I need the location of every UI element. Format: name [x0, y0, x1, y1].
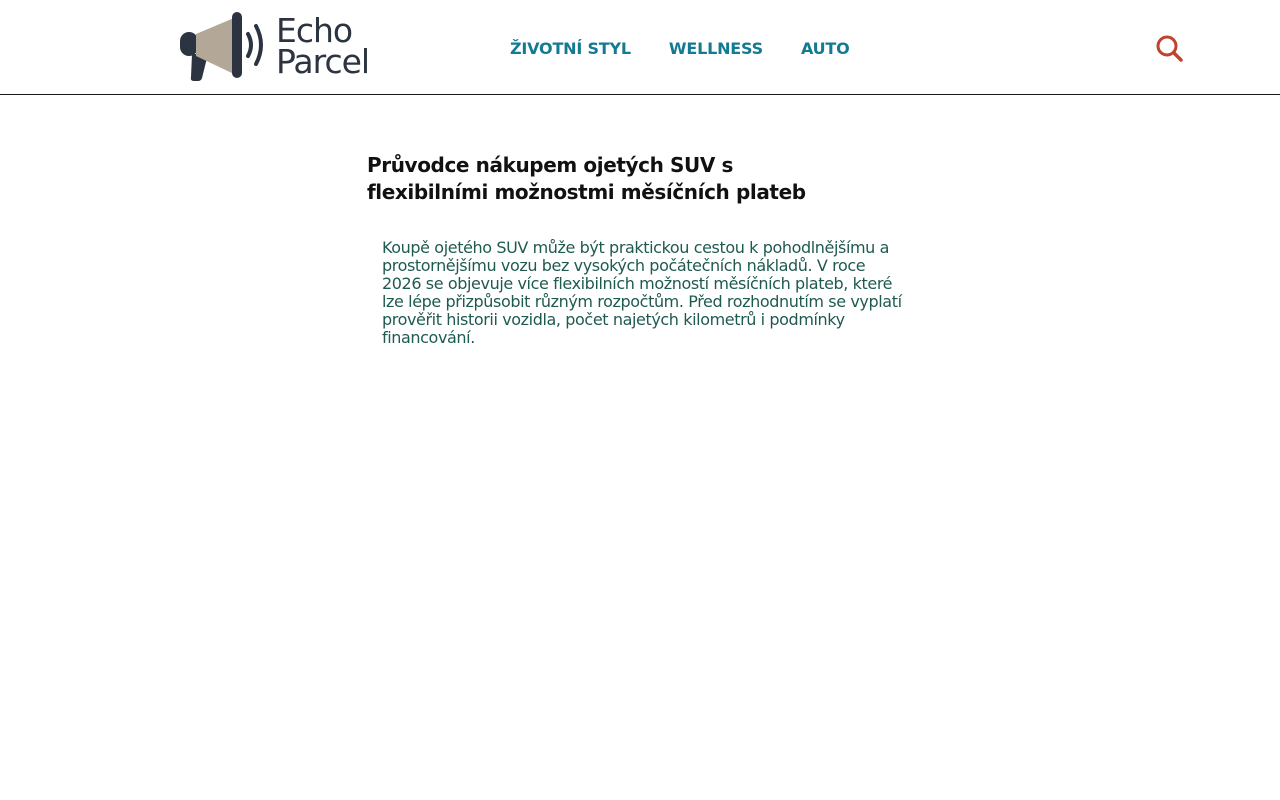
site-header: [0, 0, 1280, 95]
article-title[interactable]: Průvodce nákupem ojetých SUV s flexibilními možnostmi měsíčních plateb: [367, 153, 806, 204]
nav-item-zivotni-styl[interactable]: ŽIVOTNÍ STYL: [510, 38, 631, 58]
logo-line-1: Echo: [276, 11, 353, 50]
megaphone-icon: [178, 10, 268, 82]
logo-wordmark: [276, 11, 370, 81]
search-icon: [1154, 33, 1184, 63]
article-excerpt: Koupě ojetého SUV může být praktickou cestou k pohodlnějšímu a prostornějšímu vozu bez vysokých počátečních nákladů. V roce 2026 se objevuje více flexibilních možností měsíčních plateb, které lze lépe přizpůsobit různým rozpočtům. Před rozhodnutím se vyplatí prověřit historii vozidla, počet najetých kilometrů i podmínky financování.: [382, 238, 902, 347]
nav-item-wellness[interactable]: WELLNESS: [668, 38, 763, 58]
logo-line-2: Parcel: [276, 42, 370, 81]
article-content: [367, 152, 907, 347]
site-logo[interactable]: [178, 10, 369, 82]
search-button[interactable]: [1154, 33, 1184, 63]
nav-item-auto[interactable]: AUTO: [800, 38, 850, 58]
main-nav: [510, 37, 888, 59]
